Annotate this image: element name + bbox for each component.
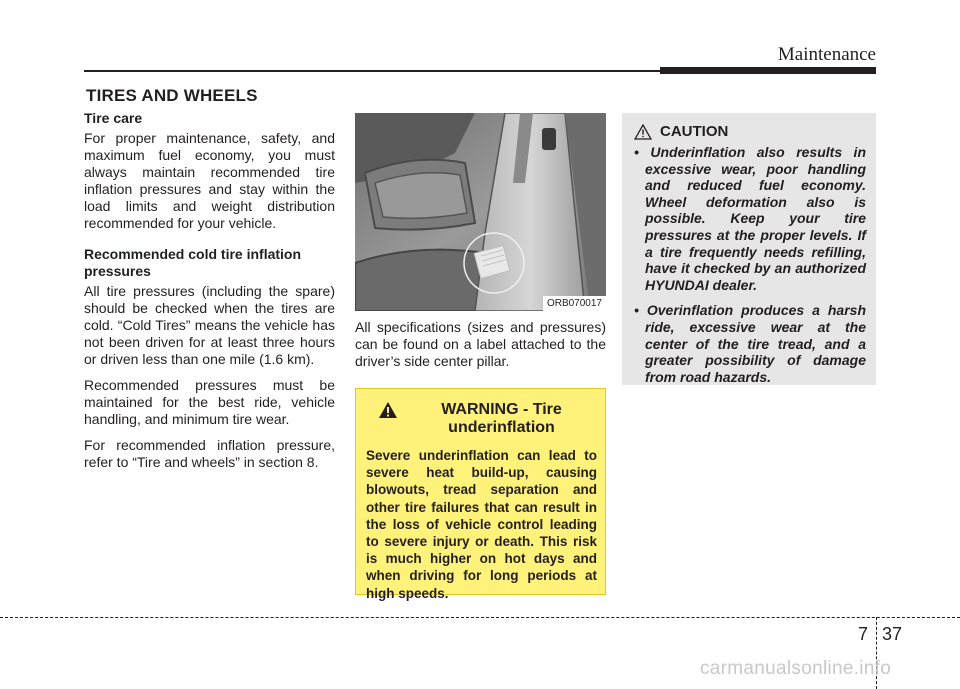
tire-care-paragraph: For proper maintenance, safety, and maximum fuel economy, you must always maintain recommended tire inflation pressures and stay within the load limits and weight distribution recommended for your vehicle. — [84, 130, 335, 231]
specification-paragraph: All specifications (sizes and pressures) can be found on a label attached to the driver’s side center pillar. — [355, 319, 606, 369]
door-pillar-illustration — [355, 113, 606, 311]
caution-title: CAUTION — [660, 123, 729, 140]
tire-label-location-figure — [355, 113, 606, 311]
warning-title: WARNING - Tire underinflation — [441, 401, 562, 436]
caution-item: • Overinflation produces a harsh ride, excessive wear at the center of the tire tread, and a greater possibility of damage from road hazards. — [634, 302, 866, 385]
warning-body: Severe underinflation can lead to severe heat build-up, causing blowouts, tread separation and other tire failures that can result in the loss of vehicle control leading to severe injury or death. This risk is much higher on hot days and when driving for long periods at high speeds. — [366, 448, 597, 601]
caution-header — [634, 123, 866, 141]
running-header: Maintenance — [777, 44, 876, 65]
caution-box — [622, 113, 876, 385]
caution-list — [632, 144, 866, 385]
caution-triangle-icon — [634, 124, 652, 140]
watermark: carmanualsonline.info — [700, 658, 892, 679]
page-number: 37 — [882, 624, 903, 644]
cold-pressure-paragraph-1: All tire pressures (including the spare) should be checked when the tires are cold. “Cold Tires” means the vehicle has not been driven for at least three hours or driven less than one mile (1.6 km). — [84, 283, 335, 367]
tire-care-heading: Tire care — [84, 110, 143, 126]
header-rule-accent — [660, 67, 876, 74]
section-title: TIRES AND WHEELS — [86, 86, 258, 105]
figure-code: ORB070017 — [543, 296, 606, 311]
footer-rule — [0, 617, 960, 618]
cold-pressure-paragraph-3: For recommended inflation pressure, refer to “Tire and wheels” in section 8. — [84, 437, 335, 470]
warning-box — [355, 388, 606, 601]
warning-triangle-icon — [378, 401, 398, 419]
caution-item: • Underinflation also results in excessive wear, poor handling and reduced fuel economy. Wheel deformation also is possible. Keep your tire pressures at the proper levels. If a tire frequently needs refilling, have it checked by an authorized HYUNDAI dealer. — [634, 144, 867, 293]
left-column — [84, 110, 335, 471]
cold-pressure-heading: Recommended cold tire inflation pressures — [84, 246, 302, 279]
warning-header — [366, 401, 597, 437]
chapter-number: 7 — [858, 624, 869, 644]
cold-pressure-paragraph-2: Recommended pressures must be maintained for the best ride, vehicle handling, and minimum tire wear. — [84, 377, 335, 427]
